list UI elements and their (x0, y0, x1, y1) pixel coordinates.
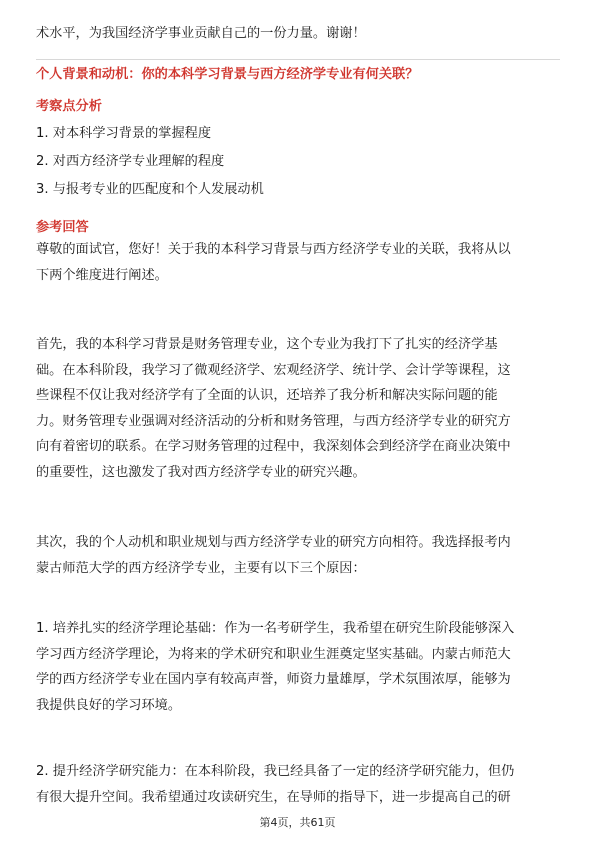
text-line: 学习西方经济学理论，为将来的学术研究和职业生涯奠定坚实基础。内蒙古师范大 (36, 646, 511, 662)
text-line: 其次，我的个人动机和职业规划与西方经济学专业的研究方向相符。我选择报考内 (36, 535, 511, 550)
answer-paragraph-1 (36, 332, 560, 485)
text-line: 础。在本科阶段，我学习了微观经济学、宏观经济学、统计学、会计学等课程，这 (36, 362, 511, 378)
analysis-item: 3. 与报考专业的匹配度和个人发展动机 (36, 182, 264, 197)
text-line: 些课程不仅让我对经济学有了全面的认识，还培养了我分析和解决实际问题的能 (36, 388, 498, 403)
text-line: 向有着密切的联系。在学习财务管理的过程中，我深刻体会到经济学在商业决策中 (36, 439, 511, 454)
text-line: 我提供良好的学习环境。 (36, 697, 182, 713)
question-title: 个人背景和动机：你的本科学习背景与西方经济学专业有何关联？ (36, 67, 419, 82)
analysis-item: 1. 对本科学习背景的掌握程度 (36, 126, 212, 141)
section-divider (36, 59, 560, 60)
analysis-heading: 考察点分析 (36, 99, 102, 114)
text-line: 蒙古师范大学的西方经济学专业，主要有以下三个原因： (36, 560, 366, 576)
text-line: 力。财务管理专业强调对经济活动的分析和财务管理，与西方经济学专业的研究方 (36, 413, 511, 429)
answer-paragraph-3 (36, 616, 560, 718)
text-line: 的重要性，这也激发了我对西方经济学专业的研究兴趣。 (36, 464, 366, 480)
analysis-item: 2. 对西方经济学专业理解的程度 (36, 154, 225, 169)
text-line: 2. 提升经济学研究能力：在本科阶段，我已经具备了一定的经济学研究能力，但仍 (36, 764, 515, 779)
page-number: 第4页，共61页 (259, 816, 336, 829)
text-line: 尊敬的面试官，您好！关于我的本科学习背景与西方经济学专业的关联，我将从以 (36, 242, 511, 257)
answer-heading: 参考回答 (36, 220, 89, 235)
answer-intro (36, 237, 560, 288)
text-line: 下两个维度进行阐述。 (36, 267, 168, 283)
text-line: 1. 培养扎实的经济学理论基础：作为一名考研学生，我希望在研究生阶段能够深入 (36, 621, 515, 636)
continued-paragraph (36, 21, 560, 47)
text-line: 首先，我的本科学习背景是财务管理专业，这个专业为我打下了扎实的经济学基 (36, 337, 498, 352)
text-line: 术水平，为我国经济学事业贡献自己的一份力量。谢谢！ (36, 26, 366, 41)
text-line: 学的西方经济学专业在国内享有较高声誉，师资力量雄厚，学术氛围浓厚，能够为 (36, 672, 511, 687)
text-line: 有很大提升空间。我希望通过攻读研究生，在导师的指导下，进一步提高自己的研 (36, 789, 511, 805)
answer-paragraph-2 (36, 530, 560, 581)
answer-paragraph-4 (36, 759, 560, 810)
